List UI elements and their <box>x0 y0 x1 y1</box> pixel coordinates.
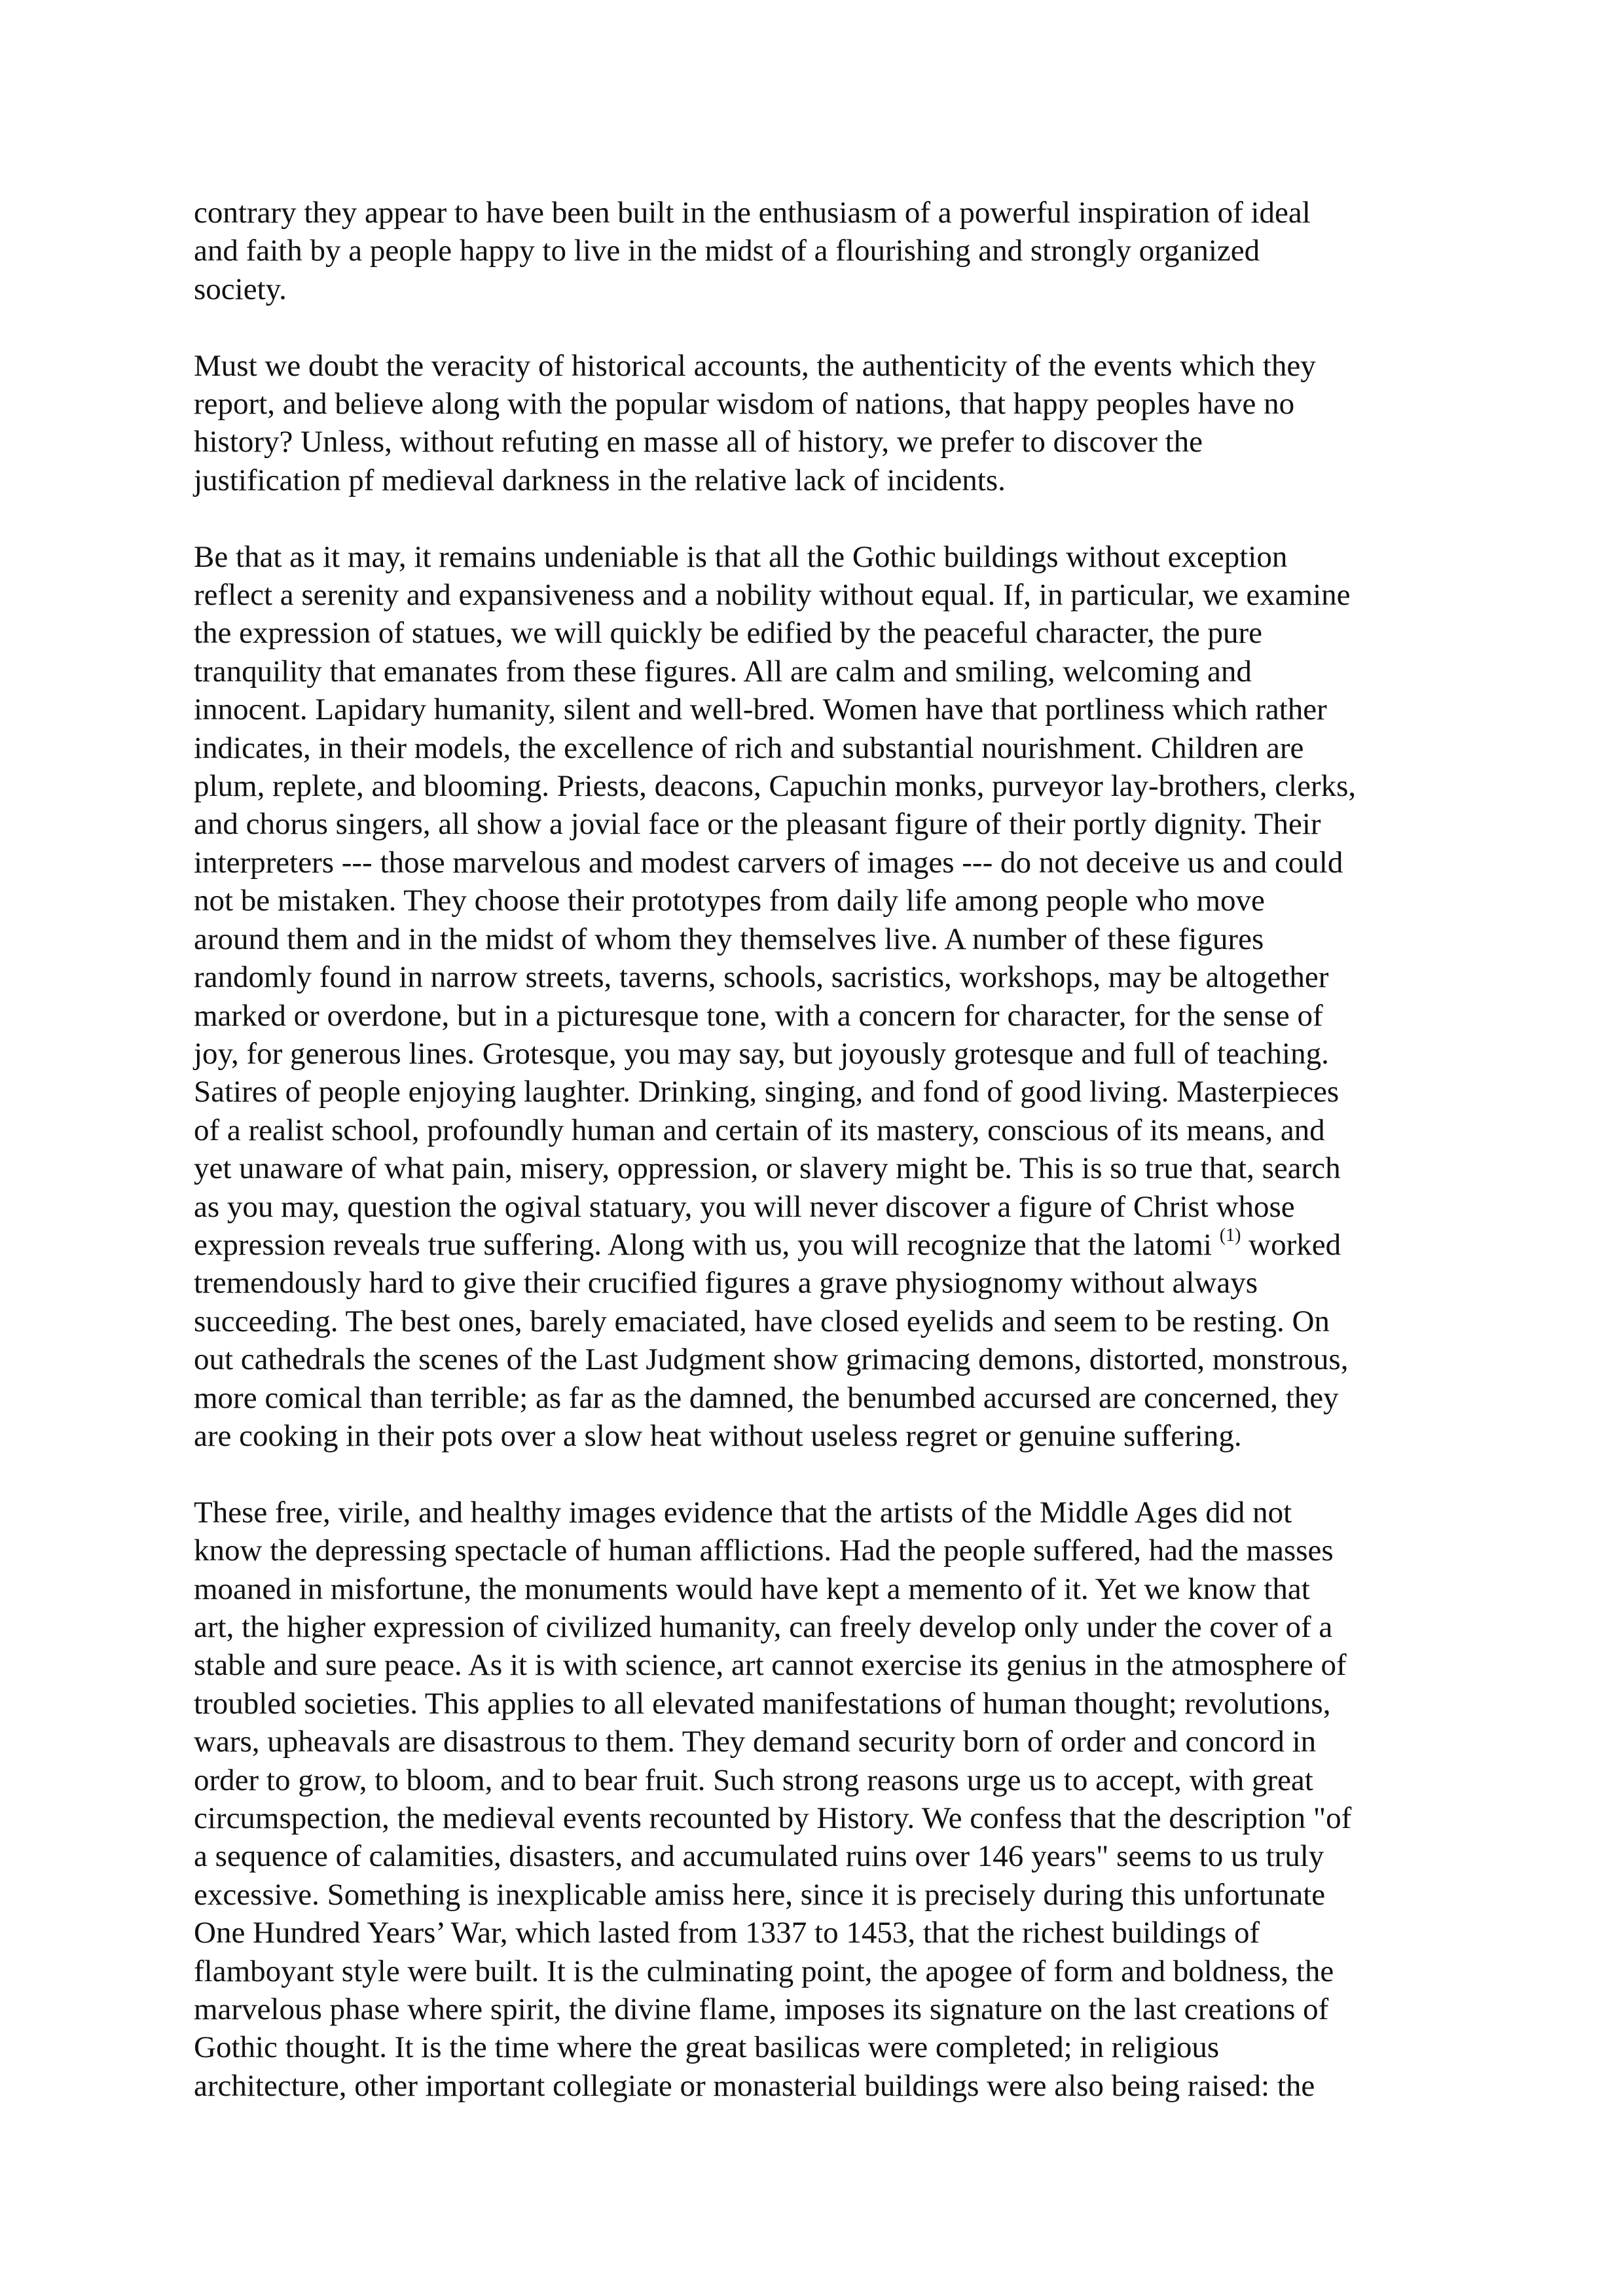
document-page <box>194 194 1438 2144</box>
text-segment: worked <box>1241 1227 1341 1262</box>
text-line: wars, upheavals are disastrous to them. They demand security born of order and concord in <box>194 1725 1317 1759</box>
text-line: succeeding. The best ones, barely emaciated, have closed eyelids and seem to be resting. On <box>194 1304 1330 1338</box>
text-line: tremendously hard to give their crucified figures a grave physiognomy without always <box>194 1266 1258 1300</box>
text-line: order to grow, to bloom, and to bear fruit. Such strong reasons urge us to accept, with great <box>194 1763 1313 1797</box>
text-line: out cathedrals the scenes of the Last Judgment show grimacing demons, distorted, monstrous, <box>194 1342 1349 1377</box>
text-line: a sequence of calamities, disasters, and accumulated ruins over 146 years" seems to us truly <box>194 1839 1324 1874</box>
text-line: Be that as it may, it remains undeniable is that all the Gothic buildings without exception <box>194 539 1288 574</box>
paragraph-1 <box>194 194 1438 308</box>
text-line: society. <box>194 272 287 306</box>
text-line: excessive. Something is inexplicable amiss here, since it is precisely during this unfortunate <box>194 1877 1326 1912</box>
text-line: and chorus singers, all show a jovial face or the pleasant figure of their portly dignity. Their <box>194 807 1321 842</box>
text-line: not be mistaken. They choose their prototypes from daily life among people who move <box>194 884 1265 918</box>
text-line: know the depressing spectacle of human afflictions. Had the people suffered, had the masses <box>194 1534 1334 1568</box>
paragraph-4 <box>194 1494 1438 2106</box>
text-line: and faith by a people happy to live in the midst of a flourishing and strongly organized <box>194 234 1260 268</box>
text-line: Must we doubt the veracity of historical accounts, the authenticity of the events which they <box>194 348 1316 383</box>
text-line: troubled societies. This applies to all elevated manifestations of human thought; revolutions, <box>194 1686 1331 1721</box>
text-line: history? Unless, without refuting en masse all of history, we prefer to discover the <box>194 425 1203 459</box>
text-line: marked or overdone, but in a picturesque tone, with a concern for character, for the sense of <box>194 998 1323 1033</box>
text-line: contrary they appear to have been built in the enthusiasm of a powerful inspiration of ideal <box>194 196 1311 230</box>
text-line: as you may, question the ogival statuary, you will never discover a figure of Christ whose <box>194 1189 1295 1224</box>
text-line: interpreters --- those marvelous and modest carvers of images --- do not deceive us and could <box>194 845 1343 880</box>
text-line: indicates, in their models, the excellence of rich and substantial nourishment. Children are <box>194 730 1304 765</box>
text-line: reflect a serenity and expansiveness and a nobility without equal. If, in particular, we examine <box>194 578 1351 613</box>
text-line: are cooking in their pots over a slow heat without useless regret or genuine suffering. <box>194 1418 1242 1453</box>
footnote-marker: (1) <box>1219 1225 1241 1246</box>
text-line: marvelous phase where spirit, the divine flame, imposes its signature on the last creations of <box>194 1992 1329 2027</box>
text-line: innocent. Lapidary humanity, silent and well-bred. Women have that portliness which rather <box>194 692 1327 727</box>
text-line: around them and in the midst of whom they themselves live. A number of these figures <box>194 922 1264 956</box>
text-line: randomly found in narrow streets, taverns, schools, sacristics, workshops, may be altogether <box>194 960 1329 995</box>
text-line: architecture, other important collegiate or monasterial buildings were also being raised: the <box>194 2068 1315 2103</box>
paragraph-2 <box>194 347 1438 500</box>
text-line: tranquility that emanates from these figures. All are calm and smiling, welcoming and <box>194 654 1252 689</box>
text-line: joy, for generous lines. Grotesque, you may say, but joyously grotesque and full of teaching. <box>194 1036 1329 1071</box>
text-segment: expression reveals true suffering. Along with us, you will recognize that the latomi <box>194 1227 1220 1262</box>
text-line: report, and believe along with the popular wisdom of nations, that happy peoples have no <box>194 387 1295 422</box>
text-line: of a realist school, profoundly human and certain of its mastery, conscious of its means, and <box>194 1113 1325 1147</box>
text-line: art, the higher expression of civilized humanity, can freely develop only under the cover of a <box>194 1609 1333 1644</box>
text-line: plum, replete, and blooming. Priests, deacons, Capuchin monks, purveyor lay-brothers, clerks, <box>194 769 1357 804</box>
text-line: circumspection, the medieval events recounted by History. We confess that the description "of <box>194 1801 1352 1836</box>
text-line: Satires of people enjoying laughter. Drinking, singing, and fond of good living. Masterpieces <box>194 1075 1340 1109</box>
text-line: stable and sure peace. As it is with science, art cannot exercise its genius in the atmosphere of <box>194 1648 1347 1683</box>
text-line: Gothic thought. It is the time where the great basilicas were completed; in religious <box>194 2030 1220 2065</box>
text-line: One Hundred Years’ War, which lasted from 1337 to 1453, that the richest buildings of <box>194 1916 1260 1950</box>
text-line-with-footnote <box>194 1226 1438 1264</box>
text-line: flamboyant style were built. It is the culminating point, the apogee of form and boldness, the <box>194 1954 1334 1988</box>
text-line: yet unaware of what pain, misery, oppression, or slavery might be. This is so true that, search <box>194 1151 1341 1186</box>
text-line: These free, virile, and healthy images evidence that the artists of the Middle Ages did not <box>194 1495 1292 1530</box>
paragraph-3 <box>194 538 1438 1456</box>
text-line: justification pf medieval darkness in the relative lack of incidents. <box>194 463 1006 497</box>
text-line: more comical than terrible; as far as the damned, the benumbed accursed are concerned, they <box>194 1380 1339 1415</box>
text-line: the expression of statues, we will quickly be edified by the peaceful character, the pure <box>194 616 1263 651</box>
text-line: moaned in misfortune, the monuments would have kept a memento of it. Yet we know that <box>194 1571 1310 1606</box>
